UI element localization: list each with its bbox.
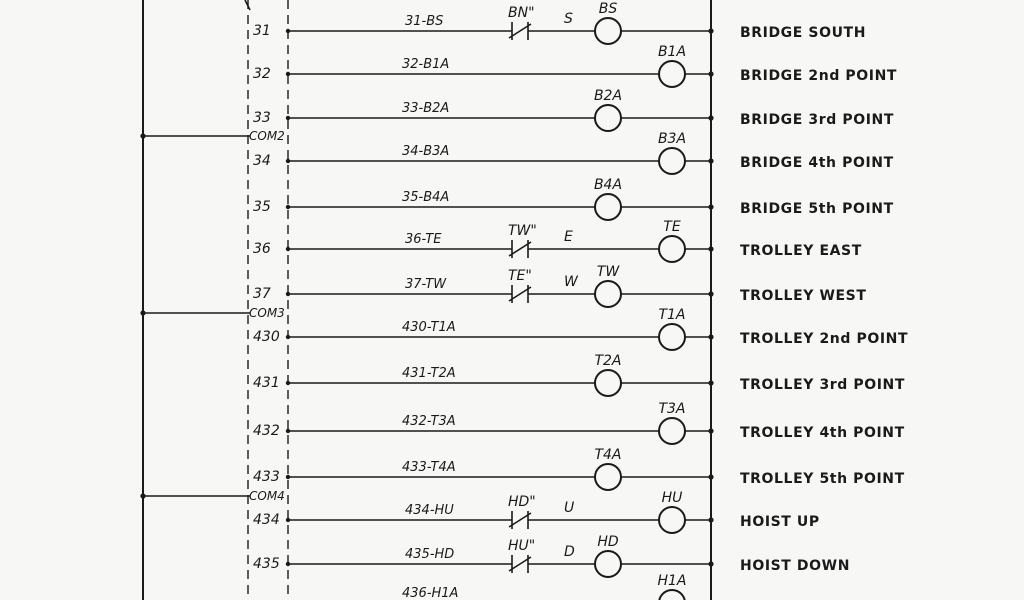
junction-dot	[286, 562, 290, 566]
terminal-number: 31	[253, 23, 271, 39]
wire-number-label: 433-T4A	[402, 460, 456, 475]
function-label: TROLLEY 5th POINT	[740, 471, 905, 487]
common-label: COM3	[249, 306, 285, 320]
wire-number-label: 33-B2A	[402, 101, 450, 116]
junction-dot	[286, 381, 290, 385]
wire-number-label: 35-B4A	[402, 190, 450, 205]
coil-label: TW	[596, 264, 620, 280]
junction-dot	[708, 246, 713, 251]
relay-coil	[595, 551, 621, 577]
function-label: HOIST DOWN	[740, 558, 851, 574]
junction-dot	[708, 561, 713, 566]
rung	[253, 490, 820, 533]
contact-label: TW"	[508, 223, 537, 239]
junction-dot	[708, 474, 713, 479]
wire-number-label: 435-HD	[405, 547, 455, 562]
terminal-number: 32	[253, 66, 271, 82]
junction-dot	[286, 72, 290, 76]
coil-label: T1A	[658, 307, 686, 323]
relay-coil	[595, 18, 621, 44]
relay-coil	[659, 418, 685, 444]
junction-dot	[708, 291, 713, 296]
function-label: BRIDGE SOUTH	[740, 25, 867, 41]
wire-number-label: 432-T3A	[402, 414, 456, 429]
terminal-number: 37	[253, 286, 271, 302]
terminal-number: 433	[253, 469, 280, 485]
function-label: TROLLEY 4th POINT	[740, 425, 905, 441]
function-label: HOIST UP	[740, 514, 820, 530]
wire-number-label: 34-B3A	[402, 144, 450, 159]
junction-dot	[140, 133, 145, 138]
junction-dot	[708, 517, 713, 522]
wire-number-label: 436-H1A	[402, 586, 459, 600]
coil-label: T3A	[658, 401, 686, 417]
coil-label: T2A	[594, 353, 622, 369]
junction-dot	[140, 493, 145, 498]
junction-dot	[286, 429, 290, 433]
junction-dot	[708, 428, 713, 433]
junction-dot	[708, 380, 713, 385]
relay-coil	[595, 194, 621, 220]
terminal-number: 435	[253, 556, 280, 572]
terminal-number: 431	[253, 375, 280, 391]
common-label: COM4	[249, 489, 285, 503]
normally-closed-contact	[509, 240, 531, 258]
normally-closed-contact	[509, 555, 531, 573]
wire-number-label: 37-TW	[405, 277, 447, 292]
direction-label: W	[564, 274, 578, 290]
direction-label: U	[564, 500, 575, 516]
terminal-number: 36	[253, 241, 271, 257]
direction-label: S	[564, 11, 573, 27]
direction-label: E	[564, 229, 573, 245]
common-connections	[140, 129, 284, 503]
normally-closed-contact	[509, 285, 531, 303]
junction-dot	[708, 334, 713, 339]
junction-dot	[140, 310, 145, 315]
coil-label: B3A	[657, 131, 687, 147]
rung	[286, 573, 714, 600]
rung	[253, 177, 894, 220]
relay-coil	[659, 236, 685, 262]
relay-coil	[659, 324, 685, 350]
rung	[253, 447, 905, 490]
junction-dot	[286, 518, 290, 522]
function-label: TROLLEY EAST	[740, 243, 862, 259]
junction-dot	[286, 247, 290, 251]
relay-coil	[659, 590, 685, 600]
rungs	[253, 1, 908, 600]
rung	[253, 401, 905, 444]
function-label: BRIDGE 4th POINT	[740, 155, 894, 171]
junction-dot	[286, 475, 290, 479]
common-tap	[140, 489, 284, 503]
common-tap	[140, 129, 284, 143]
common-tap	[140, 306, 284, 320]
wire-number-label: 430-T1A	[402, 320, 456, 335]
direction-label: D	[564, 544, 575, 560]
contact-label: HD"	[508, 494, 536, 510]
rung	[253, 307, 908, 350]
rung	[253, 534, 850, 577]
junction-dot	[286, 205, 290, 209]
function-label: TROLLEY WEST	[740, 288, 867, 304]
coil-label: BS	[598, 1, 618, 17]
terminal-number: 432	[253, 423, 280, 439]
wire-number-label: 36-TE	[405, 232, 442, 247]
coil-label: H1A	[657, 573, 687, 589]
rung	[253, 131, 894, 174]
wire-number-label: 431-T2A	[402, 366, 456, 381]
function-label: BRIDGE 5th POINT	[740, 201, 894, 217]
rung	[253, 219, 862, 262]
normally-closed-contact	[509, 22, 531, 40]
rung	[253, 1, 866, 44]
wire-number-label: 32-B1A	[402, 57, 450, 72]
relay-coil	[659, 507, 685, 533]
relay-coil	[595, 281, 621, 307]
relay-coil	[595, 370, 621, 396]
coil-label: HD	[597, 534, 619, 550]
common-label: COM2	[249, 129, 285, 143]
relay-coil	[659, 61, 685, 87]
junction-dot	[286, 335, 290, 339]
terminal-number: 430	[253, 329, 280, 345]
rung	[253, 353, 905, 396]
junction-dot	[708, 28, 713, 33]
function-label: TROLLEY 2nd POINT	[740, 331, 909, 347]
junction-dot	[708, 71, 713, 76]
wire-number-label: 31-BS	[405, 14, 444, 29]
junction-dot	[286, 116, 290, 120]
terminal-number: 33	[253, 110, 271, 126]
relay-coil	[595, 464, 621, 490]
junction-dot	[708, 115, 713, 120]
coil-label: B1A	[657, 44, 687, 60]
terminal-number: 34	[253, 153, 271, 169]
rung	[253, 88, 894, 131]
coil-label: B2A	[593, 88, 623, 104]
junction-dot	[708, 158, 713, 163]
relay-coil	[595, 105, 621, 131]
junction-dot	[286, 29, 290, 33]
contact-label: TE"	[508, 268, 532, 284]
terminal-number: 35	[253, 199, 271, 215]
relay-coil	[659, 148, 685, 174]
rung	[253, 44, 897, 87]
junction-dot	[286, 159, 290, 163]
wire-number-label: 434-HU	[405, 503, 454, 518]
contact-label: HU"	[508, 538, 536, 554]
contact-label: BN"	[508, 5, 535, 21]
function-label: BRIDGE 3rd POINT	[740, 112, 894, 128]
function-label: TROLLEY 3rd POINT	[740, 377, 906, 393]
coil-label: TE	[663, 219, 681, 235]
rung	[253, 264, 867, 307]
function-label: BRIDGE 2nd POINT	[740, 68, 898, 84]
coil-label: T4A	[594, 447, 622, 463]
normally-closed-contact	[509, 511, 531, 529]
coil-label: HU	[661, 490, 683, 506]
coil-label: B4A	[593, 177, 623, 193]
junction-dot	[708, 204, 713, 209]
terminal-number: 434	[253, 512, 280, 528]
junction-dot	[286, 292, 290, 296]
